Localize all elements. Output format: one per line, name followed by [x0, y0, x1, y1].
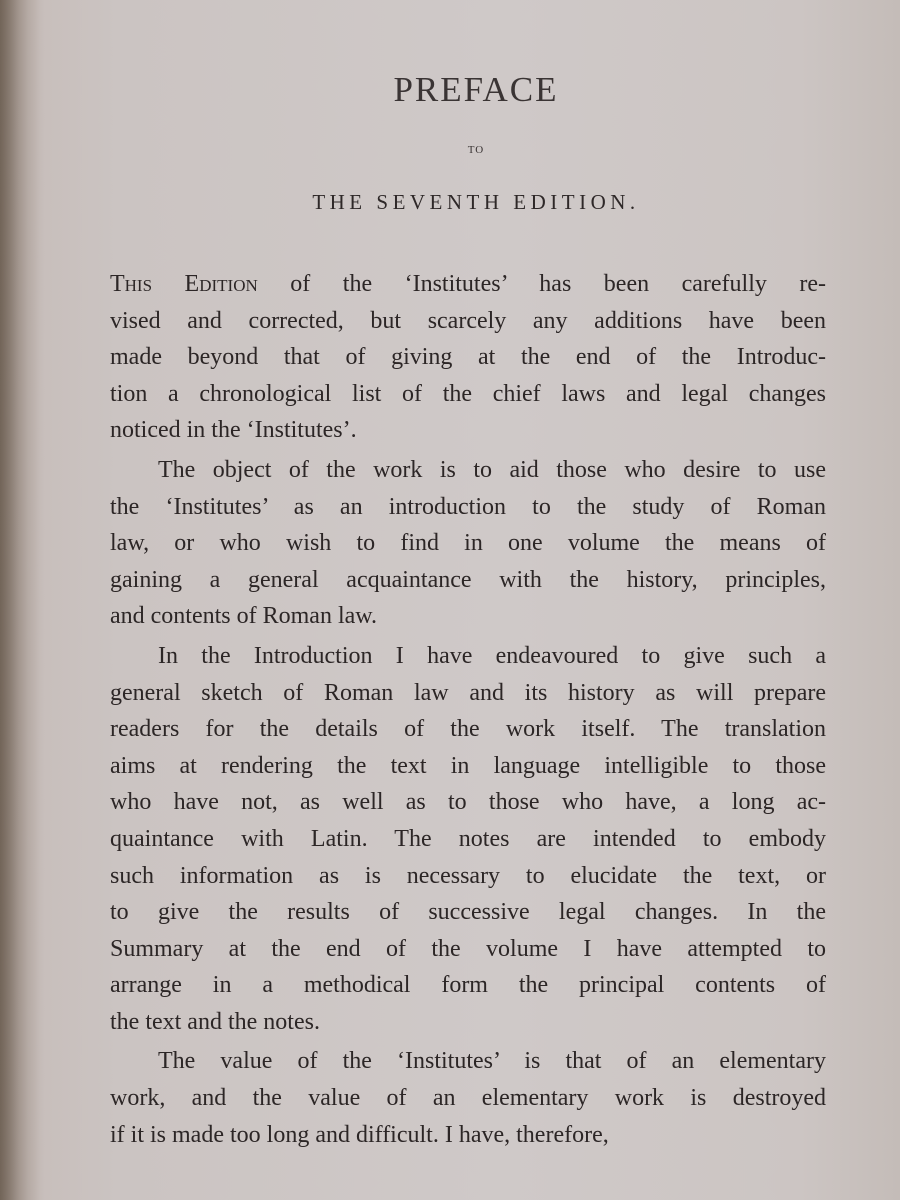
text-line: readers for the details of the work itself. The translation [110, 716, 826, 743]
page-subtitle: THE SEVENTH EDITION. [312, 190, 640, 214]
lead-words: This Edition [110, 271, 258, 297]
text-line: law, or who wish to find in one volume the means of [110, 530, 826, 557]
paragraph [110, 638, 826, 1041]
text-line: quaintance with Latin. The notes are intended to embody [110, 825, 826, 852]
page-title: PREFACE [393, 70, 559, 109]
title-connector: TO [467, 144, 485, 156]
text-line: tion a chronological list of the chief laws and legal changes [110, 380, 826, 407]
text-line: the ‘Institutes’ as an introduction to the study of Roman [110, 493, 826, 520]
text-line: The value of the ‘Institutes’ is that of an elementary [158, 1048, 826, 1075]
text-line: vised and corrected, but scarcely any additions have been [110, 307, 826, 334]
text-line: general sketch of Roman law and its history as will prepare [110, 679, 826, 706]
text-line: the text and the notes. [110, 1008, 320, 1035]
text-line: gaining a general acquaintance with the history, principles, [110, 566, 826, 593]
text-line: to give the results of successive legal changes. In the [110, 899, 826, 926]
preface-body [110, 266, 826, 1156]
text-line: such information as is necessary to elucidate the text, or [110, 862, 826, 889]
text-line [110, 266, 826, 303]
text-line: The object of the work is to aid those who desire to use [158, 456, 826, 483]
text-line: arrange in a methodical form the principal contents of [110, 972, 826, 999]
paragraph [110, 452, 826, 635]
text-line: work, and the value of an elementary work is destroyed [110, 1085, 826, 1112]
paragraph [110, 1043, 826, 1153]
text-line: Summary at the end of the volume I have attempted to [110, 935, 826, 962]
text-line: if it is made too long and difficult. I have, therefore, [110, 1121, 609, 1148]
text-line: who have not, as well as to those who have, a long ac- [110, 789, 826, 816]
text-line: and contents of Roman law. [110, 603, 378, 630]
paragraph [110, 266, 826, 449]
text-line: made beyond that of giving at the end of the Introduc- [110, 344, 826, 371]
text-line: aims at rendering the text in language intelligible to those [110, 752, 826, 779]
line-text: of the ‘Institutes’ has been carefully re- [290, 271, 827, 297]
text-line: noticed in the ‘Institutes’. [110, 417, 357, 444]
text-line: In the Introduction I have endeavoured to give such a [158, 642, 826, 669]
book-gutter-shadow [0, 0, 40, 1200]
